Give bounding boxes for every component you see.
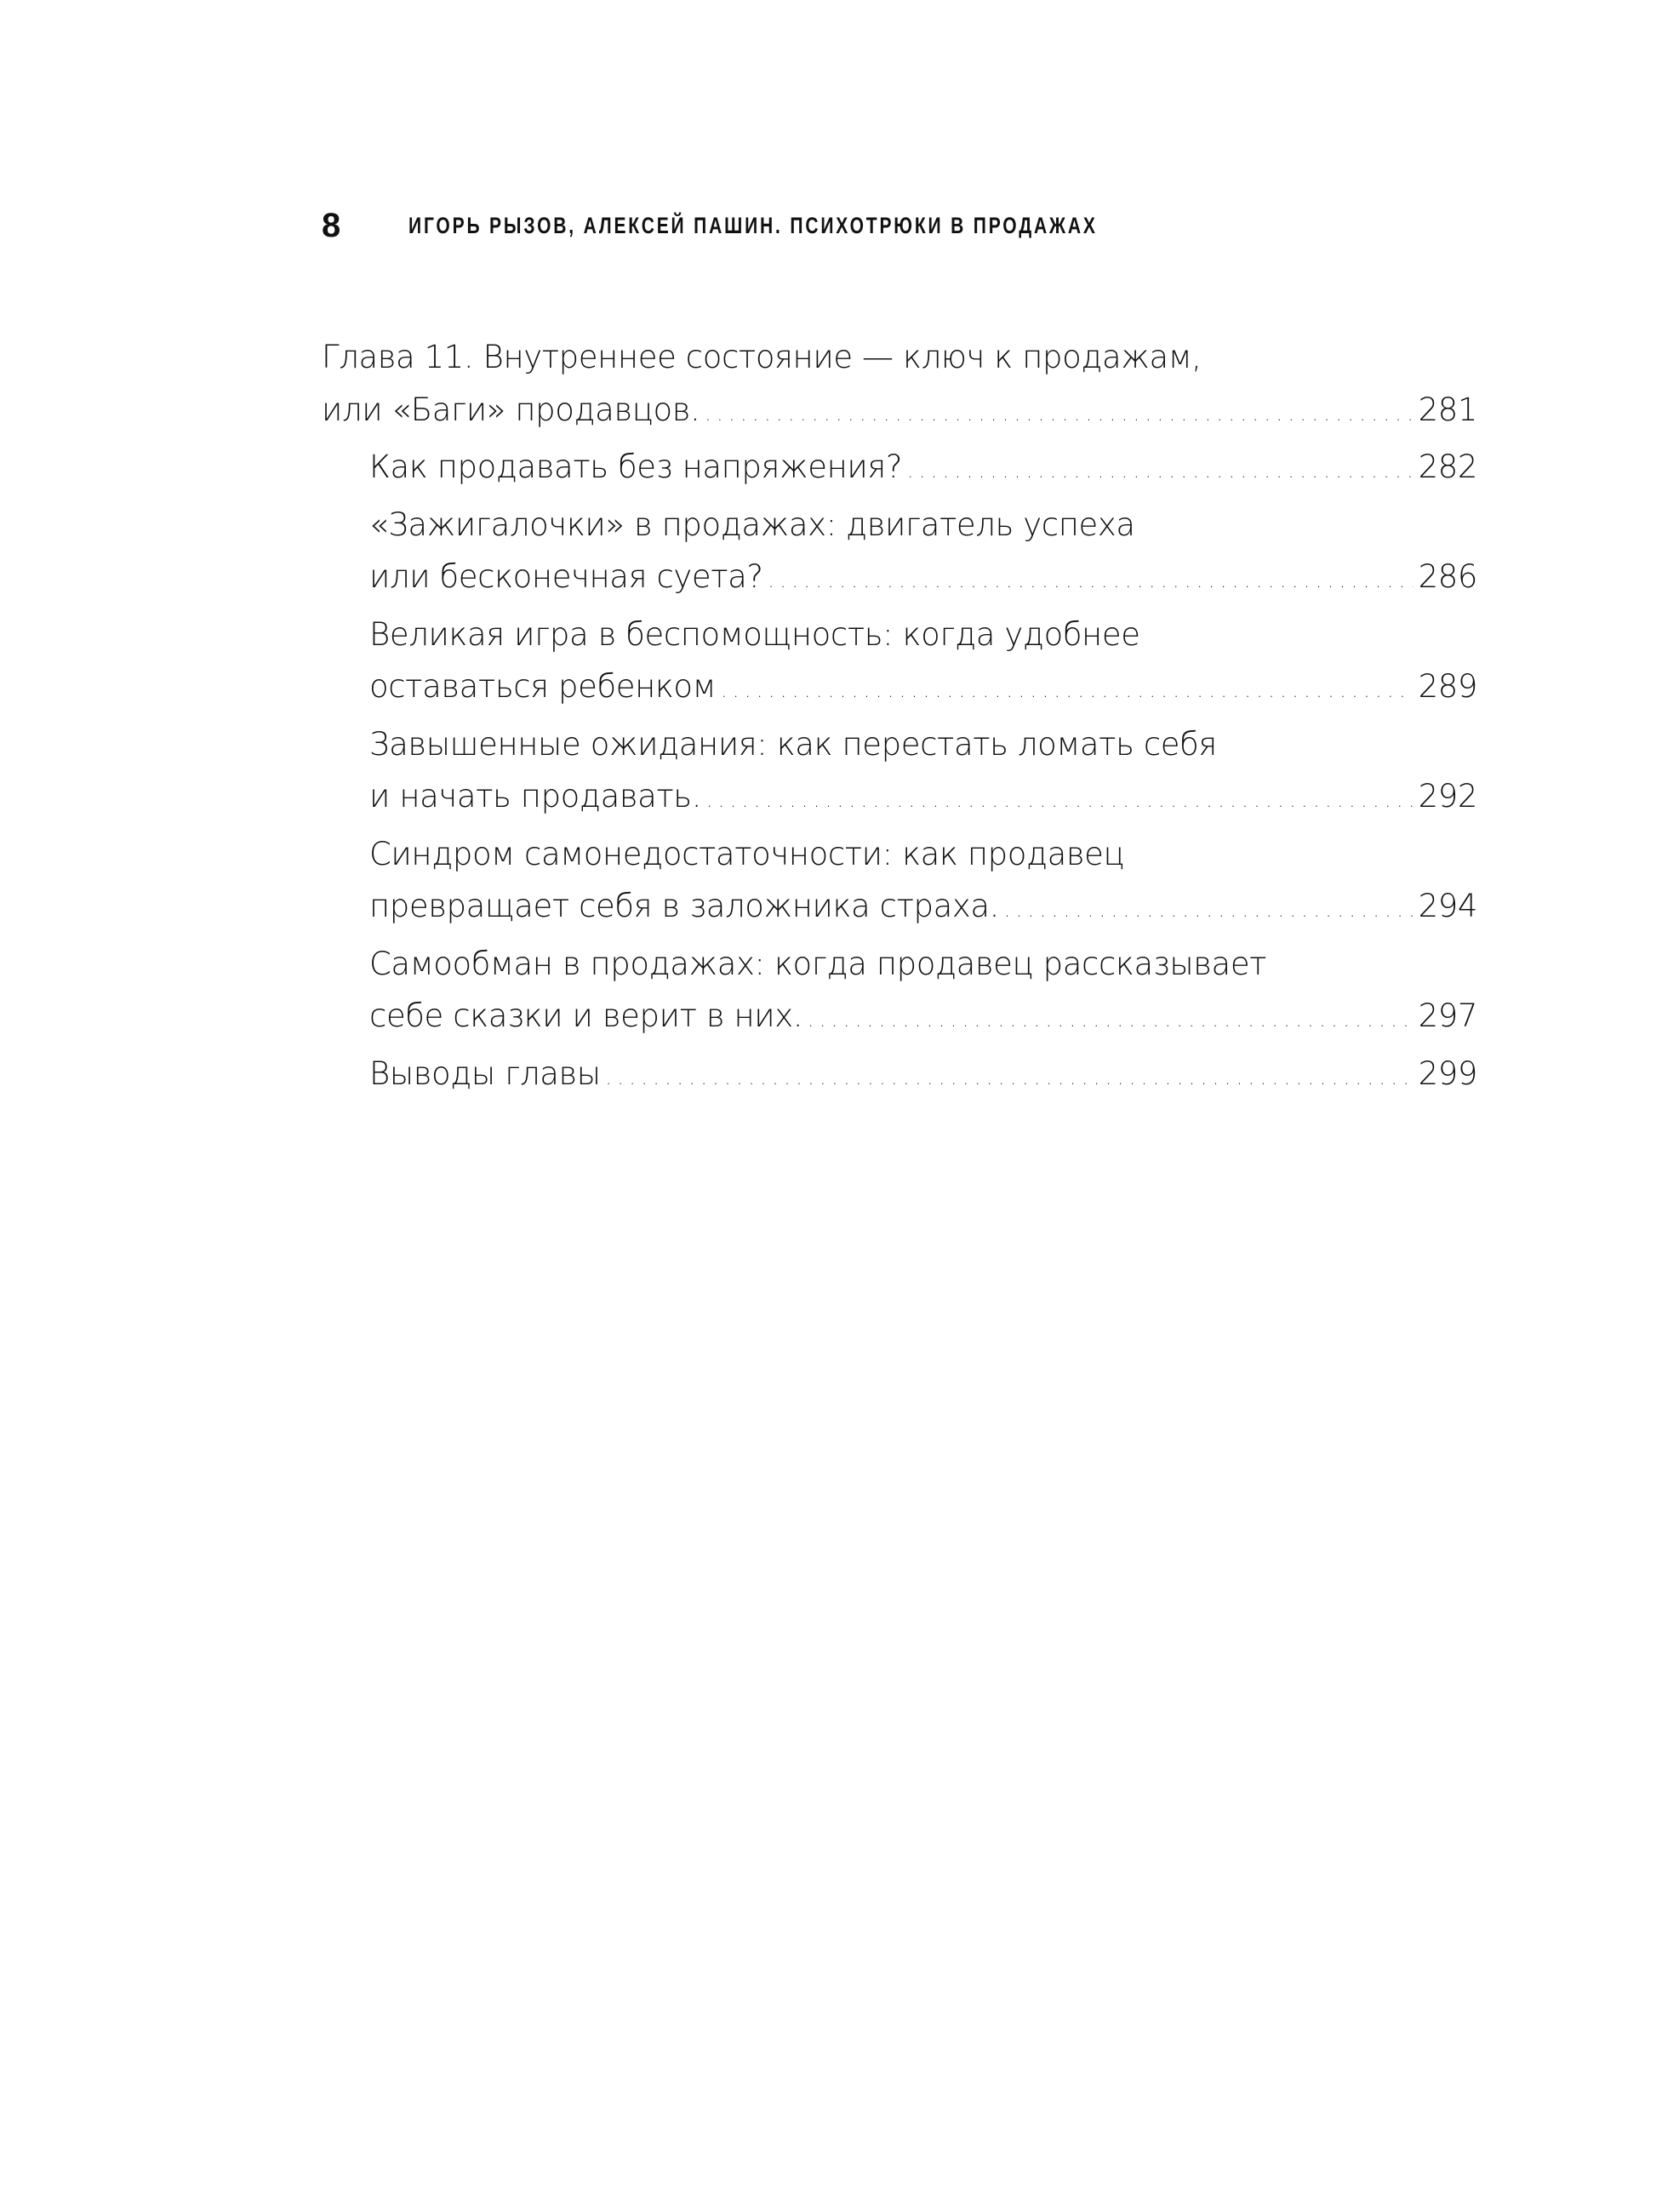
toc-section-entry[interactable] [322,828,1477,938]
toc-page-number: 292 [1418,778,1477,814]
toc-page-number: 297 [1418,997,1477,1034]
dot-leader [721,660,1413,718]
toc-section-entry[interactable] [322,441,1477,499]
dot-leader [705,384,1413,442]
toc-entry-line: «Зажигалочки» в продажах: двигатель успеха [369,506,1135,543]
toc-section-entry[interactable] [322,609,1477,718]
toc-page-number: 281 [1418,391,1477,428]
toc-entry-line: Глава 11. Внутреннее состояние — ключ к продажам, [322,339,1202,375]
toc-page-number: 282 [1418,449,1477,485]
table-of-contents [322,331,1477,1105]
toc-entry-line: или бесконечная суета? [369,558,763,595]
toc-section-entry[interactable] [322,718,1477,828]
toc-page-number: 299 [1418,1055,1477,1092]
toc-entry-line: оставаться ребенком [369,668,717,705]
dot-leader [1004,880,1413,938]
toc-entry-line: Самообман в продажах: когда продавец рассказывает [369,945,1267,982]
dot-leader [907,441,1413,499]
toc-section-entry[interactable] [322,1048,1477,1106]
toc-entry-line: или «Баги» продавцов. [322,391,700,428]
toc-page-number: 294 [1418,888,1477,924]
page-number: 8 [322,206,341,244]
toc-entry-line: и начать продавать. [369,778,702,814]
toc-entry-line: превращает себя в заложника страха. [369,888,1000,924]
dot-leader [808,990,1413,1048]
toc-entry-line: Выводы главы [369,1055,601,1092]
toc-chapter-entry[interactable] [322,331,1477,441]
toc-entry-line: Великая игра в беспомощность: когда удобнее [369,615,1140,653]
toc-section-entry[interactable] [322,499,1477,609]
toc-section-entry[interactable] [322,938,1477,1048]
toc-page-number: 286 [1418,558,1477,595]
toc-entry-line: Синдром самонедостаточности: как продавец [369,835,1125,872]
dot-leader [768,551,1413,609]
toc-entry-line: Как продавать без напряжения? [369,449,903,485]
dot-leader [706,770,1413,828]
dot-leader [606,1048,1413,1106]
toc-entry-line: Завышенные ожидания: как перестать ломать себя [369,725,1217,763]
toc-entry-line: себе сказки и верит в них. [369,997,803,1034]
running-header [322,204,1292,247]
toc-page-number: 289 [1418,668,1477,705]
running-title: ИГОРЬ РЫЗОВ, АЛЕКСЕЙ ПАШИН. ПСИХОТРЮКИ В ПРОДАЖАХ [408,212,1098,238]
